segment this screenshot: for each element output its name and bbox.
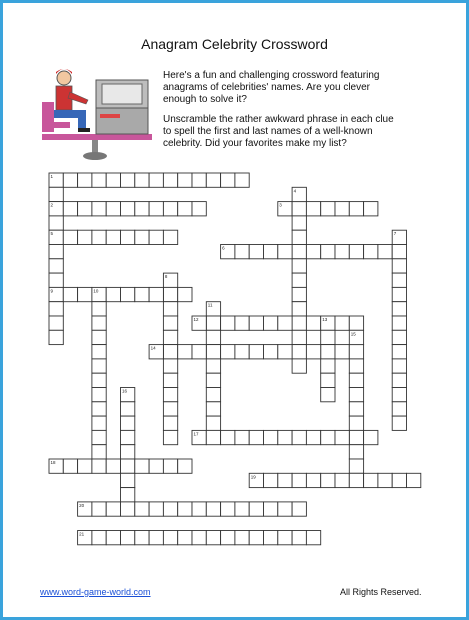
- grid-cell[interactable]: [163, 430, 177, 444]
- grid-cell[interactable]: [364, 473, 378, 487]
- grid-cell[interactable]: [63, 230, 77, 244]
- grid-cell[interactable]: [92, 302, 106, 316]
- grid-cell[interactable]: [392, 473, 406, 487]
- clue-number: 12: [193, 317, 199, 322]
- grid-cell[interactable]: [163, 345, 177, 359]
- grid-cell[interactable]: [335, 245, 349, 259]
- grid-cell[interactable]: [149, 287, 163, 301]
- grid-cell[interactable]: [278, 245, 292, 259]
- grid-cell[interactable]: [63, 202, 77, 216]
- grid-cell[interactable]: [163, 287, 177, 301]
- grid-cell[interactable]: [292, 259, 306, 273]
- grid-cell[interactable]: [235, 316, 249, 330]
- grid-cell[interactable]: [392, 287, 406, 301]
- grid-cell[interactable]: [278, 430, 292, 444]
- grid-cell[interactable]: [292, 502, 306, 516]
- grid-cell[interactable]: [392, 345, 406, 359]
- grid-cell[interactable]: [135, 459, 149, 473]
- clue-number: 16: [122, 388, 128, 394]
- grid-cell[interactable]: [121, 488, 135, 502]
- grid-cell[interactable]: [92, 359, 106, 373]
- grid-cell[interactable]: [178, 502, 192, 516]
- grid-cell[interactable]: [292, 245, 306, 259]
- grid-cell[interactable]: [392, 416, 406, 430]
- grid-cell[interactable]: [264, 473, 278, 487]
- grid-cell[interactable]: [292, 531, 306, 545]
- grid-cell[interactable]: [178, 531, 192, 545]
- grid-cell[interactable]: [349, 459, 363, 473]
- grid-cell[interactable]: [278, 502, 292, 516]
- grid-cell[interactable]: [192, 173, 206, 187]
- grid-cell[interactable]: [163, 330, 177, 344]
- rights-text: All Rights Reserved.: [340, 587, 422, 597]
- grid-cell[interactable]: [121, 430, 135, 444]
- grid-cell[interactable]: [135, 502, 149, 516]
- grid-cell[interactable]: [121, 416, 135, 430]
- grid-cell[interactable]: [392, 259, 406, 273]
- grid-cell[interactable]: [235, 430, 249, 444]
- grid-cell[interactable]: [92, 459, 106, 473]
- grid-cell[interactable]: [235, 345, 249, 359]
- clue-number: 10: [93, 288, 99, 294]
- grid-cell[interactable]: [163, 173, 177, 187]
- grid-cell[interactable]: [306, 531, 320, 545]
- grid-cell[interactable]: [392, 245, 406, 259]
- grid-cell[interactable]: [192, 531, 206, 545]
- page-title: Anagram Celebrity Crossword: [141, 36, 328, 52]
- grid-cell[interactable]: [392, 273, 406, 287]
- grid-cell[interactable]: [192, 502, 206, 516]
- grid-cell[interactable]: [249, 531, 263, 545]
- grid-cell[interactable]: [321, 430, 335, 444]
- clue-number: 6: [222, 245, 225, 251]
- clue-number: 20: [79, 502, 85, 508]
- grid-cell[interactable]: [235, 173, 249, 187]
- grid-cell[interactable]: [278, 316, 292, 330]
- grid-cell[interactable]: [121, 502, 135, 516]
- clue-number: 18: [50, 460, 56, 465]
- grid-cell[interactable]: [63, 287, 77, 301]
- grid-cell[interactable]: [206, 345, 220, 359]
- grid-cell[interactable]: [135, 230, 149, 244]
- grid-cell[interactable]: [292, 273, 306, 287]
- grid-cell[interactable]: [178, 287, 192, 301]
- grid-cell[interactable]: [392, 330, 406, 344]
- intro-paragraph-2: Unscramble the rather awkward phrase in each clue to spell the first and last names of a well-known celebrity. Did your favorites make my list?: [163, 114, 394, 149]
- grid-cell[interactable]: [364, 430, 378, 444]
- grid-cell[interactable]: [192, 345, 206, 359]
- grid-cell[interactable]: [221, 531, 235, 545]
- grid-cell[interactable]: [78, 459, 92, 473]
- grid-cell[interactable]: [206, 330, 220, 344]
- grid-cell[interactable]: [49, 259, 63, 273]
- grid-cell[interactable]: [135, 531, 149, 545]
- grid-cell[interactable]: [106, 459, 120, 473]
- grid-cell[interactable]: [306, 245, 320, 259]
- grid-cell[interactable]: [349, 345, 363, 359]
- grid-cell[interactable]: [321, 330, 335, 344]
- grid-cell[interactable]: [206, 430, 220, 444]
- grid-cell[interactable]: [249, 430, 263, 444]
- clue-number: 7: [393, 231, 397, 237]
- grid-cell[interactable]: [378, 473, 392, 487]
- grid-cell[interactable]: [206, 373, 220, 387]
- clue-number: 15: [350, 331, 356, 337]
- grid-cell[interactable]: [292, 302, 306, 316]
- clue-number: 2: [50, 202, 54, 208]
- grid-cell[interactable]: [221, 173, 235, 187]
- grid-cell[interactable]: [392, 373, 406, 387]
- grid-cell[interactable]: [364, 245, 378, 259]
- grid-cell[interactable]: [335, 473, 349, 487]
- grid-cell[interactable]: [92, 230, 106, 244]
- grid-cell[interactable]: [349, 359, 363, 373]
- grid-cell[interactable]: [92, 373, 106, 387]
- grid-cell[interactable]: [249, 245, 263, 259]
- grid-cell[interactable]: [306, 345, 320, 359]
- grid-cell[interactable]: [149, 230, 163, 244]
- grid-cell[interactable]: [206, 416, 220, 430]
- grid-cell[interactable]: [63, 173, 77, 187]
- grid-cell[interactable]: [92, 502, 106, 516]
- grid-cell[interactable]: [278, 473, 292, 487]
- grid-cell[interactable]: [163, 459, 177, 473]
- grid-cell[interactable]: [292, 230, 306, 244]
- grid-cell[interactable]: [178, 173, 192, 187]
- grid-cell[interactable]: [392, 388, 406, 402]
- grid-cell[interactable]: [49, 216, 63, 230]
- grid-cell[interactable]: [121, 230, 135, 244]
- clue-number: 9: [50, 288, 54, 294]
- grid-cell[interactable]: [292, 473, 306, 487]
- grid-cell[interactable]: [292, 345, 306, 359]
- grid-cell[interactable]: [206, 388, 220, 402]
- grid-cell[interactable]: [306, 316, 320, 330]
- grid-cell[interactable]: [163, 373, 177, 387]
- clue-number: 14: [150, 345, 156, 351]
- grid-cell[interactable]: [92, 416, 106, 430]
- intro-paragraph-1: Here's a fun and challenging crossword featuring anagrams of celebrities' names. Are you clever enough to solve it?: [163, 70, 380, 105]
- grid-cell[interactable]: [321, 473, 335, 487]
- grid-cell[interactable]: [121, 202, 135, 216]
- grid-cell[interactable]: [149, 202, 163, 216]
- grid-cell[interactable]: [163, 402, 177, 416]
- grid-cell[interactable]: [92, 388, 106, 402]
- grid-cell[interactable]: [321, 202, 335, 216]
- grid-cell[interactable]: [221, 345, 235, 359]
- grid-cell[interactable]: [349, 373, 363, 387]
- grid-cell[interactable]: [221, 430, 235, 444]
- grid-cell[interactable]: [235, 531, 249, 545]
- grid-cell[interactable]: [249, 345, 263, 359]
- grid-cell[interactable]: [106, 287, 120, 301]
- grid-cell[interactable]: [306, 202, 320, 216]
- grid-cell[interactable]: [121, 287, 135, 301]
- grid-cell[interactable]: [292, 202, 306, 216]
- grid-cell[interactable]: [149, 531, 163, 545]
- grid-cell[interactable]: [249, 316, 263, 330]
- grid-cell[interactable]: [392, 359, 406, 373]
- grid-cell[interactable]: [92, 445, 106, 459]
- grid-cell[interactable]: [135, 287, 149, 301]
- grid-cell[interactable]: [135, 173, 149, 187]
- grid-cell[interactable]: [335, 316, 349, 330]
- grid-cell[interactable]: [292, 430, 306, 444]
- grid-cell[interactable]: [92, 330, 106, 344]
- grid-cell[interactable]: [349, 402, 363, 416]
- clue-number: 5: [50, 231, 54, 237]
- grid-cell[interactable]: [292, 287, 306, 301]
- grid-cell[interactable]: [121, 402, 135, 416]
- clue-number: 1: [50, 174, 54, 179]
- clue-number: 3: [279, 202, 282, 208]
- clue-number: 19: [250, 474, 256, 480]
- clue-number: 21: [79, 531, 85, 537]
- grid-cell[interactable]: [206, 316, 220, 330]
- grid-cell[interactable]: [264, 316, 278, 330]
- grid-cell[interactable]: [206, 531, 220, 545]
- grid-cell[interactable]: [221, 502, 235, 516]
- grid-cell[interactable]: [63, 459, 77, 473]
- grid-cell[interactable]: [92, 173, 106, 187]
- grid-cell[interactable]: [349, 416, 363, 430]
- grid-cell[interactable]: [292, 316, 306, 330]
- grid-cell[interactable]: [178, 202, 192, 216]
- grid-cell[interactable]: [49, 316, 63, 330]
- grid-cell[interactable]: [163, 230, 177, 244]
- grid-cell[interactable]: [335, 345, 349, 359]
- grid-cell[interactable]: [163, 388, 177, 402]
- grid-cell[interactable]: [278, 531, 292, 545]
- grid-cell[interactable]: [49, 245, 63, 259]
- grid-cell[interactable]: [349, 202, 363, 216]
- grid-cell[interactable]: [78, 202, 92, 216]
- grid-cell[interactable]: [163, 531, 177, 545]
- grid-cell[interactable]: [206, 173, 220, 187]
- grid-cell[interactable]: [163, 302, 177, 316]
- grid-cell[interactable]: [249, 502, 263, 516]
- grid-cell[interactable]: [364, 202, 378, 216]
- grid-cell[interactable]: [349, 445, 363, 459]
- grid-cell[interactable]: [321, 373, 335, 387]
- grid-cell[interactable]: [278, 345, 292, 359]
- grid-cell[interactable]: [121, 445, 135, 459]
- grid-cell[interactable]: [106, 531, 120, 545]
- grid-cell[interactable]: [49, 273, 63, 287]
- grid-cell[interactable]: [264, 502, 278, 516]
- grid-cell[interactable]: [264, 430, 278, 444]
- grid-cell[interactable]: [264, 345, 278, 359]
- grid-cell[interactable]: [121, 173, 135, 187]
- grid-cell[interactable]: [163, 359, 177, 373]
- website-link[interactable]: www.word-game-world.com: [40, 587, 151, 597]
- grid-cell[interactable]: [407, 473, 421, 487]
- grid-cell[interactable]: [106, 502, 120, 516]
- grid-cell[interactable]: [106, 173, 120, 187]
- clue-number: 13: [322, 317, 328, 322]
- grid-cell[interactable]: [121, 473, 135, 487]
- grid-cell[interactable]: [192, 202, 206, 216]
- grid-cell[interactable]: [349, 316, 363, 330]
- grid-cell[interactable]: [292, 359, 306, 373]
- grid-cell[interactable]: [392, 302, 406, 316]
- grid-cell[interactable]: [163, 416, 177, 430]
- clue-number: 4: [293, 188, 297, 194]
- grid-cell[interactable]: [92, 430, 106, 444]
- grid-cell[interactable]: [163, 202, 177, 216]
- grid-cell[interactable]: [92, 402, 106, 416]
- grid-cell[interactable]: [335, 430, 349, 444]
- grid-cell[interactable]: [121, 531, 135, 545]
- grid-cell[interactable]: [321, 245, 335, 259]
- grid-cell[interactable]: [392, 402, 406, 416]
- grid-cell[interactable]: [306, 430, 320, 444]
- grid-cell[interactable]: [49, 330, 63, 344]
- grid-cell[interactable]: [292, 216, 306, 230]
- grid-cell[interactable]: [78, 173, 92, 187]
- clue-number: 8: [164, 274, 168, 280]
- grid-cell[interactable]: [349, 388, 363, 402]
- grid-cell[interactable]: [235, 245, 249, 259]
- grid-cell[interactable]: [206, 502, 220, 516]
- clue-number: 11: [207, 302, 213, 308]
- clue-number: 17: [193, 431, 199, 437]
- grid-cell[interactable]: [106, 202, 120, 216]
- grid-cell[interactable]: [163, 316, 177, 330]
- grid-cell[interactable]: [206, 402, 220, 416]
- grid-cell[interactable]: [206, 359, 220, 373]
- grid-cell[interactable]: [292, 330, 306, 344]
- grid-cell[interactable]: [106, 230, 120, 244]
- grid-cell[interactable]: [78, 230, 92, 244]
- grid-cell[interactable]: [178, 345, 192, 359]
- grid-cell[interactable]: [235, 502, 249, 516]
- grid-cell[interactable]: [163, 502, 177, 516]
- grid-cell[interactable]: [92, 202, 106, 216]
- grid-cell[interactable]: [92, 316, 106, 330]
- grid-cell[interactable]: [349, 473, 363, 487]
- grid-cell[interactable]: [349, 430, 363, 444]
- grid-cell[interactable]: [178, 459, 192, 473]
- grid-cell[interactable]: [121, 459, 135, 473]
- grid-cell[interactable]: [321, 345, 335, 359]
- grid-cell[interactable]: [392, 316, 406, 330]
- grid-cell[interactable]: [264, 245, 278, 259]
- grid-cell[interactable]: [78, 287, 92, 301]
- grid-cell[interactable]: [92, 345, 106, 359]
- grid-cell[interactable]: [306, 473, 320, 487]
- grid-cell[interactable]: [335, 202, 349, 216]
- grid-cell[interactable]: [321, 359, 335, 373]
- grid-cell[interactable]: [221, 316, 235, 330]
- grid-cell[interactable]: [149, 459, 163, 473]
- grid-cell[interactable]: [321, 388, 335, 402]
- grid-cell[interactable]: [92, 531, 106, 545]
- grid-cell[interactable]: [149, 173, 163, 187]
- grid-cell[interactable]: [49, 187, 63, 201]
- grid-cell[interactable]: [378, 245, 392, 259]
- grid-cell[interactable]: [49, 302, 63, 316]
- grid-cell[interactable]: [349, 245, 363, 259]
- grid-cell[interactable]: [135, 202, 149, 216]
- grid-cell[interactable]: [149, 502, 163, 516]
- grid-cell[interactable]: [264, 531, 278, 545]
